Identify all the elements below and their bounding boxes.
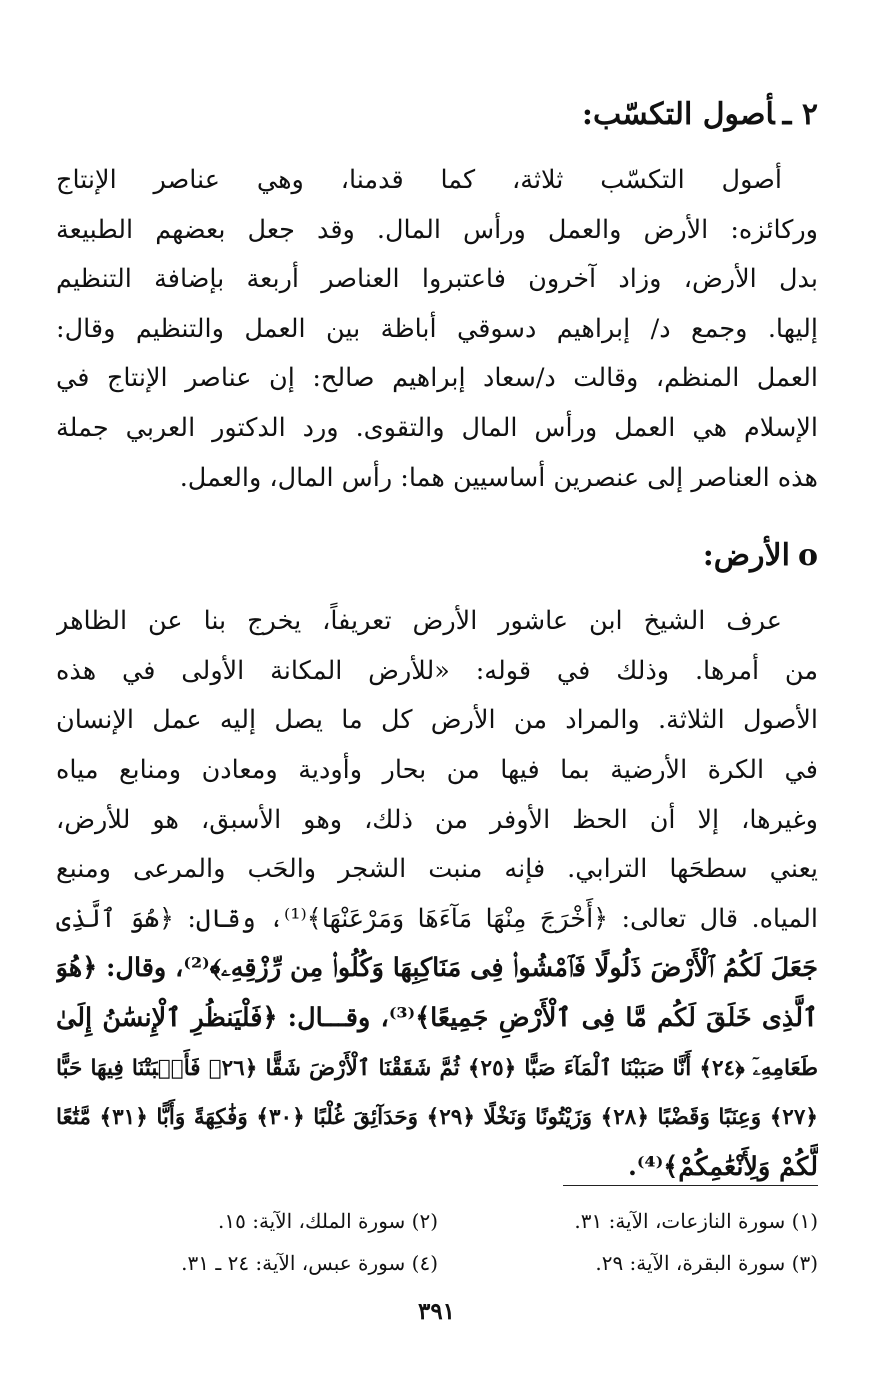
quran-line: جَعَلَ لَكُمُ ٱلْأَرْضَ ذَلُولًا فَٱمْشُوا۟ فِى مَنَاكِبِهَا وَكُلُوا۟ مِن رِّزْقِهِۦ﴾⁽²⁾، وقال: ﴿هُوَ: [56, 953, 818, 984]
footnote-2: (٢) سورة الملك، الآية: ١٥.: [218, 1209, 438, 1233]
text-line: أصول التكسّب ثلاثة، كما قدمنا، وهي عناصر الإنتاج: [56, 165, 782, 195]
quran-line: ٱلَّذِى خَلَقَ لَكُم مَّا فِى ٱلْأَرْضِ جَمِيعًا﴾⁽³⁾، وقـــال: ﴿فَلْيَنظُرِ ٱلْإِنسَٰنُ إِلَىٰ: [56, 1002, 818, 1033]
footnote-1: (١) سورة النازعات، الآية: ٣١.: [574, 1209, 818, 1233]
text-line: العمل المنظم، وقالت د/سعاد إبراهيم صالح: إن عناصر الإنتاج في: [56, 363, 818, 394]
text-line: بدل الأرض، وزاد آخرون فاعتبروا العناصر أربعة بإضافة التنظيم: [56, 264, 818, 295]
page-number: ٣٩١: [417, 1298, 456, 1325]
footnote-row: [56, 1200, 818, 1242]
text-line: وركائزه: الأرض والعمل ورأس المال. وقد جعل بعضهم الطبيعة: [56, 214, 818, 245]
section-number: ٢ ـ: [782, 97, 818, 132]
subsection-heading: [56, 533, 818, 579]
paragraph-production-factors: [56, 156, 818, 503]
text-line: يعني سطحَها الترابي. فإنه منبت الشجر والحَب والمرعى ومنبع: [56, 854, 818, 885]
text-line: هذه العناصر إلى عنصرين أساسيين هما: رأس المال، والعمل.: [179, 462, 818, 493]
quran-line: ﴿٢٧﴾ وَعِنَبًا وَقَضْبًا ﴿٢٨﴾ وَزَيْتُونًا وَنَخْلًا ﴿٢٩﴾ وَحَدَآئِقَ غُلْبًا ﴿٣٠﴾ وَفَٰكِهَةً وَأَبًّا ﴿٣١﴾ مَّتَٰعًا: [56, 1105, 818, 1131]
text-line: من أمرها. وذلك في قوله: «للأرض المكانة الأولى في هذه: [56, 655, 818, 686]
quran-line: طَعَامِهِۦٓ ﴿٢٤﴾ أَنَّا صَبَبْنَا ٱلْمَآءَ صَبًّا ﴿٢٥﴾ ثُمَّ شَقَقْنَا ٱلْأَرْضَ شَقًّا ﴿٢٦﴾ فَأَنۢبَتْنَا فِيهَا حَبًّا: [56, 1055, 818, 1081]
section-heading: [56, 92, 818, 138]
quran-line: لَّكُمْ وَلِأَنْعَٰمِكُمْ﴾⁽⁴⁾.: [628, 1151, 818, 1182]
text-line: وغيرها، إلا أن الحظ الأوفر من ذلك، وهو الأسبق، هو للأرض،: [56, 804, 818, 835]
section-title: أصول التكسّب:: [581, 97, 775, 132]
footnote-row: [56, 1242, 818, 1284]
text-line: المياه. قال تعالى: ﴿أَخْرَجَ مِنْهَا مَآءَهَا وَمَرْعَنْهَا﴾⁽¹⁾، وقال: ﴿هُوَ ٱلَّذِى: [56, 903, 818, 934]
page-content: [56, 92, 818, 1192]
bullet-icon: ο: [797, 538, 818, 574]
text-line: الأصول الثلاثة. والمراد من الأرض كل ما يصل إليه عمل الإنسان: [56, 705, 818, 736]
footnotes: [56, 1200, 818, 1284]
footnote-3: (٣) سورة البقرة، الآية: ٢٩.: [595, 1251, 818, 1275]
text-line: عرف الشيخ ابن عاشور الأرض تعريفاً، يخرج بنا عن الظاهر: [56, 606, 782, 637]
subsection-title: الأرض:: [702, 538, 790, 574]
text-line: الإسلام هي العمل ورأس المال والتقوى. ورد الدكتور العربي جملة: [56, 412, 818, 443]
footnote-separator: [563, 1185, 818, 1186]
text-line: إليها. وجمع د/ إبراهيم دسوقي أباظة بين العمل والتنظيم وقال:: [56, 313, 818, 344]
text-line: في الكرة الأرضية بما فيها من بحار وأودية ومعادن ومنابع مياه: [56, 754, 818, 785]
paragraph-land: [56, 597, 818, 1192]
footnote-4: (٤) سورة عبس، الآية: ٢٤ ـ ٣١.: [181, 1251, 438, 1275]
